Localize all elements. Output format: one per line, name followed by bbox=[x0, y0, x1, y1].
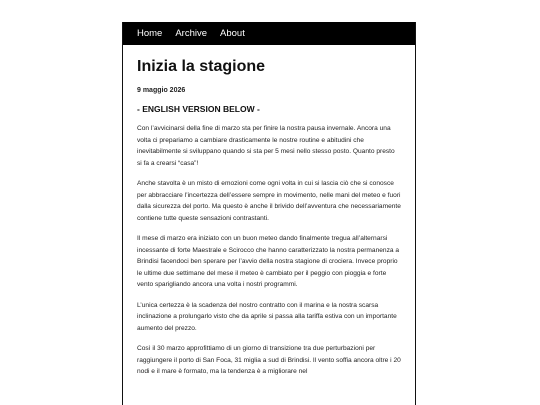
nav-archive-link[interactable]: Archive bbox=[175, 28, 208, 39]
post-paragraph-5: Così il 30 marzo approfittiamo di un giorno di transizione tra due perturbazioni per raggiungere il porto di San Foca, 31 miglia a sud di Brindisi. Il vento soffia ancora oltre i 20 nodi e il mare è formato, ma la tendenza è a migliorare nel bbox=[137, 345, 401, 375]
post-paragraph-2: Anche stavolta è un misto di emozioni come ogni volta in cui si lascia ciò che si conosce per abbracciare l’incertezza dell’essere sempre in movimento, nelle mani del meteo e fuori dalla sicurezza del porto. Ma questo è anche il brivido dell’avventura che necessariamente contiene tutte queste sensazioni contrastanti. bbox=[137, 180, 401, 222]
nav-home-link[interactable]: Home bbox=[137, 28, 163, 39]
post-paragraph-3: Il mese di marzo era iniziato con un buon meteo dando finalmente tregua all’alternarsi incessante di forte Maestrale e Scirocco che hanno caratterizzato la nostra permanenza a Brindisi facendoci ben sperare per l’avvio della nostra stagione di crociera. Invece proprio le ultime due settimane del mese il meteo è cambiato per il peggio con pioggia e forte vento sparigliando ancora una volta i nostri programmi. bbox=[137, 235, 400, 288]
nav-about-link[interactable]: About bbox=[220, 28, 245, 39]
blog-post bbox=[123, 45, 415, 378]
blog-window bbox=[122, 22, 416, 405]
post-date: 9 maggio 2026 bbox=[137, 87, 186, 94]
post-title: Inizia la stagione bbox=[137, 58, 266, 75]
post-paragraph-1: Con l’avvicinarsi della fine di marzo sta per finire la nostra pausa invernale. Ancora una volta ci prepariamo a cambiare drasticamente le nostre routine e abitudini che inevitabilmente si sviluppano quando si sta per 5 mesi nello stesso posto. Quanto presto si fa a crearsi “casa”! bbox=[137, 125, 395, 167]
post-paragraph-4: L’unica certezza è la scadenza del nostro contratto con il marina e la nostra scarsa inclinazione a prolungarlo visto che da aprile si passa alla tariffa estiva con un importante aumento del prezzo. bbox=[137, 301, 397, 332]
post-subtitle: - ENGLISH VERSION BELOW - bbox=[137, 104, 260, 114]
top-navbar bbox=[123, 22, 415, 45]
